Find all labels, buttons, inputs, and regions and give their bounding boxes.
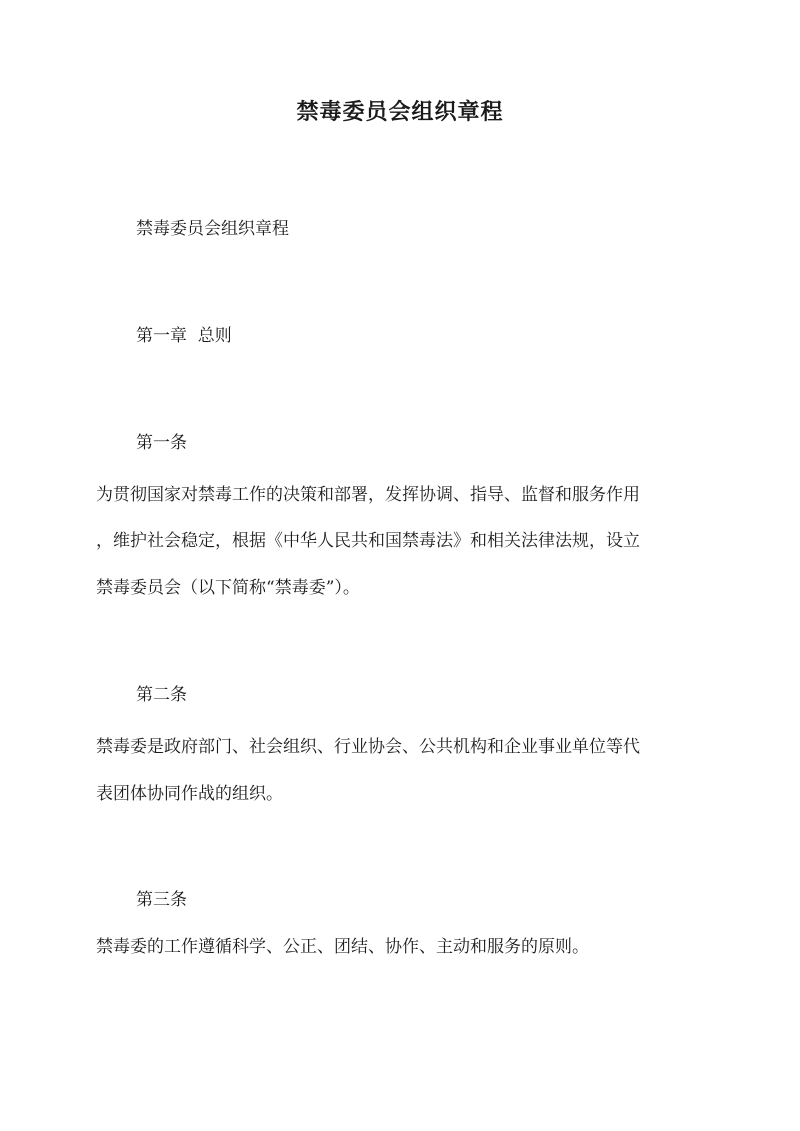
article-2-line-2: 表团体协同作战的组织。 <box>96 784 283 804</box>
article-1-line-1: 为贯彻国家对禁毒工作的决策和部署，发挥协调、指导、监督和服务作用 <box>96 485 640 505</box>
chapter-heading: 第一章 总则 <box>136 326 232 346</box>
article-1-line-2: ，维护社会稳定，根据《中华人民共和国禁毒法》和相关法律法规，设立 <box>96 531 640 551</box>
document-title: 禁毒委员会组织章程 <box>296 99 504 125</box>
article-3-label: 第三条 <box>136 890 187 910</box>
article-1-line-3: 禁毒委员会（以下简称“禁毒委”）。 <box>96 578 360 598</box>
article-1-label: 第一条 <box>136 433 187 453</box>
document-subtitle: 禁毒委员会组织章程 <box>136 219 289 239</box>
article-2-line-1: 禁毒委是政府部门、社会组织、行业协会、公共机构和企业事业单位等代 <box>96 737 640 757</box>
article-2-label: 第二条 <box>136 685 187 705</box>
article-3-line-1: 禁毒委的工作遵循科学、公正、团结、协作、主动和服务的原则。 <box>96 937 589 957</box>
